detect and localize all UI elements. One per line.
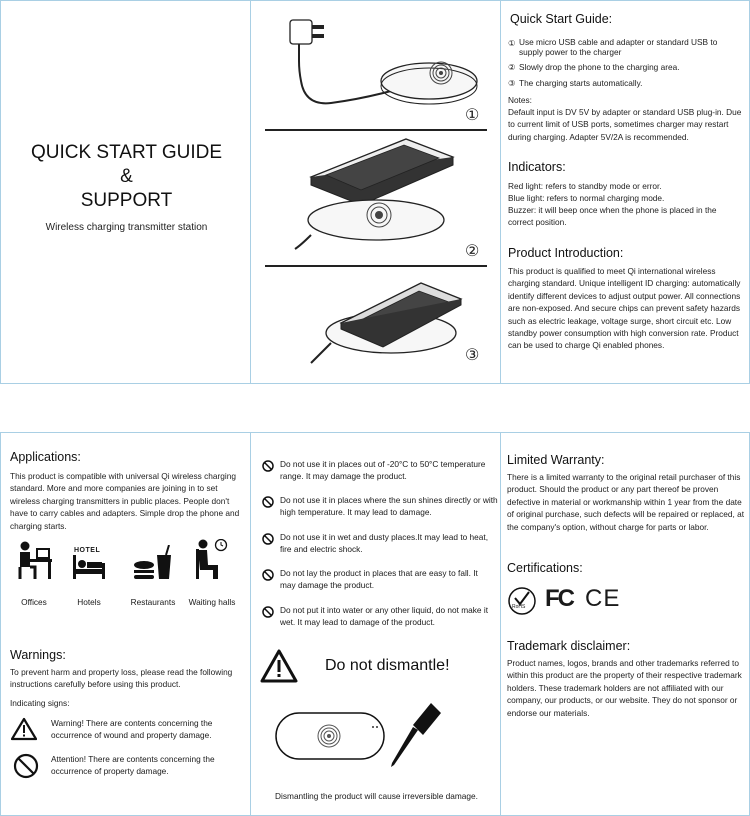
step-2-number: ② bbox=[465, 241, 480, 260]
rohs-logo-icon bbox=[507, 586, 537, 616]
illustration-panel bbox=[250, 0, 501, 384]
quick-start-heading: Quick Start Guide: bbox=[510, 12, 613, 26]
prohibition-icon bbox=[262, 569, 274, 581]
divider-2 bbox=[265, 265, 487, 267]
warnings-text: To prevent harm and property loss, please read the following instructions carefully before using this product. bbox=[10, 667, 233, 690]
warning-sign-text: Warning! There are contents concerning the occurrence of wound and property damage. bbox=[51, 718, 213, 741]
cover-panel bbox=[0, 0, 251, 384]
qs-item-2-number: ② bbox=[508, 62, 516, 72]
charger-with-adapter-illustration bbox=[261, 11, 491, 121]
phone-drop-illustration bbox=[291, 135, 471, 251]
precautions-panel bbox=[250, 432, 501, 816]
quick-start-panel bbox=[500, 0, 750, 384]
trademark-heading: Trademark disclaimer: bbox=[507, 639, 631, 653]
precaution-text-4: Do not lay the product in places that are easy to fall. It may damage the product. bbox=[280, 568, 478, 591]
warnings-heading: Warnings: bbox=[10, 648, 66, 662]
ce-logo: CE bbox=[585, 585, 621, 612]
prohibition-icon bbox=[262, 606, 274, 618]
applications-heading: Applications: bbox=[10, 450, 81, 464]
dismantle-caption: Dismantling the product will cause irreversible damage. bbox=[275, 791, 478, 801]
warning-triangle-icon bbox=[11, 717, 37, 741]
dismantle-illustration bbox=[271, 701, 491, 773]
certifications-heading: Certifications: bbox=[507, 561, 583, 575]
step-1-number: ① bbox=[465, 105, 480, 124]
office-icon bbox=[15, 541, 53, 581]
product-intro-heading: Product Introduction: bbox=[508, 246, 624, 260]
product-intro-text: This product is qualified to meet Qi international wireless charging standard. Unique intelligent ID charging: automatically identify different devices to adjust output power. All connections are non-exposed. And secure chips can prevent safety hazards such as electric leakage, voltage surge, short circuit etc. Low standby power consumption with high conversion rate. Product can be used to charge Qi enabled phones. bbox=[508, 266, 741, 351]
restaurant-icon bbox=[133, 545, 175, 581]
cover-title-line2: & bbox=[120, 166, 133, 187]
step-3-number: ③ bbox=[465, 345, 480, 364]
qs-item-1-text: Use micro USB cable and adapter or standard USB to supply power to the charger bbox=[519, 37, 718, 57]
restaurants-label: Restaurants bbox=[130, 597, 176, 607]
waiting-halls-label: Waiting halls bbox=[188, 597, 236, 607]
warranty-text: There is a limited warranty to the original retail purchaser of this product. Should the product or any part thereof be proven defective in material or workmanship within 1 year from the date of original purchase, such defects will be repaired or replaced, at the company's option, without charge for parts or labor. bbox=[507, 472, 745, 532]
offices-label: Offices bbox=[21, 597, 47, 607]
notes-text: Default input is DV 5V by adapter or standard USB plug-in. Due to current limit of USB ports, sometimes charger may restart during charging. Adapter 5V/2A is recommended. bbox=[508, 107, 742, 142]
warranty-panel bbox=[500, 432, 750, 816]
prohibition-icon bbox=[13, 753, 39, 779]
indicator-red: Red light: refers to standby mode or error. bbox=[508, 181, 662, 191]
attention-sign-row bbox=[11, 753, 246, 781]
precaution-text-1: Do not use it in places out of -20°C to 50°C temperature range. It may damage the product. bbox=[280, 459, 486, 482]
dismantle-heading: Do not dismantle! bbox=[325, 657, 450, 674]
precaution-text-2: Do not use it in places where the sun shines directly or with high temperature. It may lead to damage. bbox=[280, 495, 498, 518]
notes-label: Notes: bbox=[508, 95, 532, 105]
indicators-heading: Indicators: bbox=[508, 160, 566, 174]
warning-sign-row bbox=[11, 717, 246, 745]
cover-subtitle: Wireless charging transmitter station bbox=[45, 222, 208, 233]
prohibition-icon bbox=[262, 533, 274, 545]
warranty-heading: Limited Warranty: bbox=[507, 453, 605, 467]
prohibition-icon bbox=[262, 460, 274, 472]
waiting-hall-icon bbox=[194, 539, 230, 581]
cover-title-line3: SUPPORT bbox=[80, 190, 173, 211]
indicator-blue: Blue light: refers to normal charging mode. bbox=[508, 193, 665, 203]
qs-item-2-text: Slowly drop the phone to the charging area. bbox=[519, 62, 680, 72]
qs-item-3-number: ③ bbox=[508, 78, 516, 88]
hotel-bed-icon bbox=[71, 555, 107, 581]
qs-item-3-text: The charging starts automatically. bbox=[519, 78, 643, 88]
indicator-buzzer: Buzzer: it will beep once when the phone is placed in the correct position. bbox=[508, 205, 717, 228]
precaution-text-5: Do not put it into water or any other liquid, do not make it wet. It may lead to damage of the product. bbox=[280, 605, 488, 628]
applications-text: This product is compatible with universal Qi wireless charging standard. More and more companies are joining in to set wireless charging transmitters in public places. People don't have to carry cables and adapters. Simple drop the phone and charging starts. bbox=[10, 471, 240, 531]
trademark-text: Product names, logos, brands and other trademarks referred to within this product are the property of their respective trademark holders. These trademark holders are not affiliated with our company, our products, or our website. They do not sponsor or endorse our materials. bbox=[507, 658, 742, 718]
qs-item-1-number: ① bbox=[508, 38, 516, 48]
warning-triangle-icon bbox=[259, 648, 299, 684]
attention-sign-text: Attention! There are contents concerning the occurrence of property damage. bbox=[51, 754, 215, 777]
phone-on-pad-illustration bbox=[301, 273, 471, 365]
hotels-label: Hotels bbox=[77, 597, 101, 607]
rohs-label: RoHS bbox=[512, 604, 526, 610]
cover-title-line1: QUICK START GUIDE bbox=[30, 142, 223, 163]
fc-logo: FC bbox=[545, 585, 573, 612]
applications-panel bbox=[0, 432, 251, 816]
divider-1 bbox=[265, 129, 487, 131]
indicating-signs-label: Indicating signs: bbox=[10, 698, 70, 708]
prohibition-icon bbox=[262, 496, 274, 508]
precaution-text-3: Do not use it in wet and dusty places.It may lead to heat, fire and electric shock. bbox=[280, 532, 489, 555]
hotel-sign: HOTEL bbox=[74, 547, 101, 554]
